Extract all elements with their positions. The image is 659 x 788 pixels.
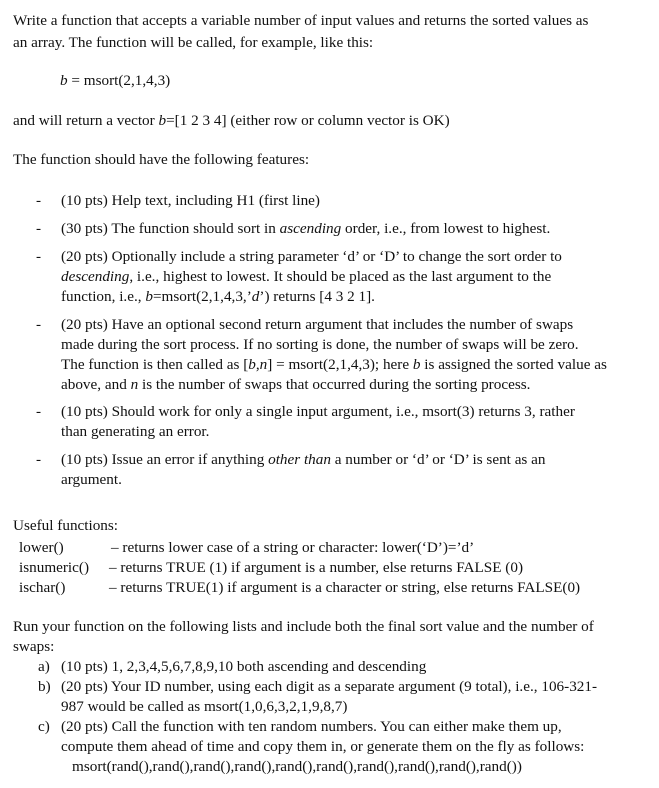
feature-4-line-3: The function is then called as [b,n] = msort(2,1,4,3); here b is assigned the sorted value as <box>61 356 607 373</box>
function-desc: – returns TRUE(1) if argument is a character or string, else returns FALSE(0) <box>109 579 581 596</box>
bullet-dash: - <box>36 451 42 468</box>
feature-6-line-2: argument. <box>61 471 122 488</box>
return-pre: and will return a vector <box>13 112 159 129</box>
feature-5-line-2: than generating an error. <box>61 423 210 440</box>
bullet-dash: - <box>36 316 42 333</box>
bullet-dash: - <box>36 403 42 420</box>
feature-6-line-1: (10 pts) Issue an error if anything other than a number or ‘d’ or ‘D’ is sent as an <box>61 451 546 468</box>
example-call <box>60 71 170 91</box>
item-c-line-1: (20 pts) Call the function with ten random numbers. You can either make them up, <box>61 718 562 735</box>
item-a-line-1: (10 pts) 1, 2,3,4,5,6,7,8,9,10 both ascending and descending <box>61 658 427 675</box>
feature-4-line-4: above, and n is the number of swaps that occurred during the sorting process. <box>61 376 531 393</box>
useful-heading: Useful functions: <box>13 517 119 534</box>
item-c-line-2: compute them ahead of time and copy them in, or generate them on the fly as follows: <box>61 738 585 755</box>
feature-4-line-1: (20 pts) Have an optional second return argument that includes the number of swaps <box>61 316 574 333</box>
intro-line-1: Write a function that accepts a variable number of input values and returns the sorted values as <box>13 12 589 29</box>
item-label: a) <box>38 658 50 675</box>
feature-1-text: (10 pts) Help text, including H1 (first line) <box>61 192 320 209</box>
example-var: b <box>60 72 68 89</box>
function-name: lower() <box>19 539 64 556</box>
example-call-text: = msort(2,1,4,3) <box>67 72 171 89</box>
feature-3-line-2: descending, i.e., highest to lowest. It should be placed as the last argument to the <box>61 268 552 285</box>
return-var: b <box>158 112 167 129</box>
feature-3-line-1: (20 pts) Optionally include a string parameter ‘d’ or ‘D’ to change the sort order to <box>61 248 562 265</box>
feature-4-line-2: made during the sort process. If no sorting is done, the number of swaps will be zero. <box>61 336 579 353</box>
bullet-dash: - <box>36 220 42 237</box>
item-b-line-1: (20 pts) Your ID number, using each digit as a separate argument (9 total), i.e., 106-321- <box>61 678 598 695</box>
run-line-2: swaps: <box>13 638 55 655</box>
item-b-line-2: 987 would be called as msort(1,0,6,3,2,1,9,8,7) <box>61 698 348 715</box>
function-name: isnumeric() <box>19 559 90 576</box>
function-name: ischar() <box>19 579 66 596</box>
features-heading: The function should have the following features: <box>13 151 310 168</box>
feature-5-line-1: (10 pts) Should work for only a single input argument, i.e., msort(3) returns 3, rather <box>61 403 575 420</box>
feature-3-line-3: function, i.e., b=msort(2,1,4,3,’d’) returns [4 3 2 1]. <box>61 288 375 305</box>
run-line-1: Run your function on the following lists and include both the final sort value and the number of <box>13 618 594 635</box>
return-post: =[1 2 3 4] (either row or column vector is OK) <box>166 112 450 129</box>
item-label: b) <box>38 678 51 695</box>
bullet-dash: - <box>36 248 42 265</box>
return-statement <box>13 111 450 131</box>
item-label: c) <box>38 718 50 735</box>
function-desc: – returns lower case of a string or character: lower(‘D’)=’d’ <box>111 539 475 556</box>
item-c-line-3: msort(rand(),rand(),rand(),rand(),rand(),rand(),rand(),rand(),rand(),rand()) <box>72 758 522 775</box>
intro-line-2: an array. The function will be called, for example, like this: <box>13 34 374 51</box>
function-desc: – returns TRUE (1) if argument is a number, else returns FALSE (0) <box>109 559 524 576</box>
feature-2-text: (30 pts) The function should sort in ascending order, i.e., from lowest to highest. <box>61 220 551 237</box>
bullet-dash: - <box>36 192 42 209</box>
